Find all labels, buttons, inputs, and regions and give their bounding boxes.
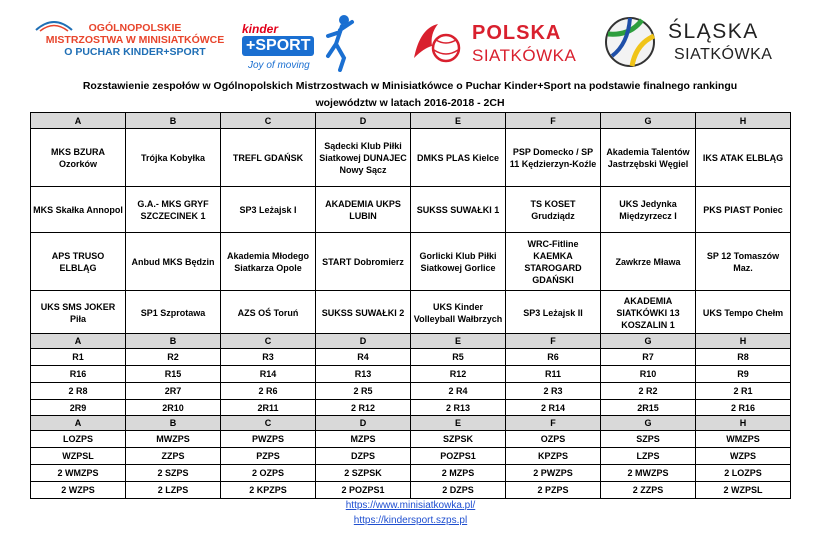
table-row [31,129,791,187]
association-cell: MZPS [316,431,411,448]
association-cell: 2 SZPSK [316,465,411,482]
minisiatkowka-link[interactable]: https://www.minisiatkowka.pl/ [345,500,476,511]
polska-siatkowka-logo [410,18,590,68]
team-cell: SP 12 Tomaszów Maz. [696,233,791,291]
team-cell: IKS ATAK ELBLĄG [696,129,791,187]
team-cell: PKS PIAST Poniec [696,187,791,233]
group-header: B [126,113,221,129]
ogol-line-3: O PUCHAR KINDER+SPORT [64,46,206,58]
kinder-sport-logo [232,8,362,74]
table-row [31,187,791,233]
ranking-header-row [31,334,791,349]
title-line-2: województw w latach 2016-2018 - 2CH [315,97,505,109]
table-row [31,465,791,482]
team-cell: SUKSS SUWAŁKI 1 [411,187,506,233]
team-cell: SP1 Szprotawa [126,291,221,336]
association-cell: 2 PWZPS [506,465,601,482]
table-row [31,482,791,499]
team-cell: WRC-Fitline KAEMKA STAROGARD GDAŃSKI [506,233,601,291]
team-cell: START Dobromierz [316,233,411,291]
group-header: C [221,113,316,129]
association-cell: OZPS [506,431,601,448]
team-cell: SUKSS SUWAŁKI 2 [316,291,411,336]
group-header: G [601,416,696,431]
table-row [31,291,791,336]
group-header: D [316,113,411,129]
group-header: D [316,334,411,349]
team-cell: UKS SMS JOKER Piła [31,291,126,336]
association-cell: 2 ZZPS [601,482,696,499]
rank-cell: 2 R13 [411,400,506,417]
slaska-siatkowka-logo [602,14,792,70]
association-cell: WMZPS [696,431,791,448]
kindersport-link[interactable]: https://kindersport.szps.pl [353,515,468,526]
team-cell: UKS Kinder Volleyball Wałbrzych [411,291,506,336]
team-cell: UKS Tempo Chełm [696,291,791,336]
group-header: D [316,416,411,431]
slaska-siatkowka-word: SIATKÓWKA [674,46,773,63]
team-cell: UKS Jedynka Międzyrzecz I [601,187,696,233]
slaska-word: ŚLĄSKA [668,20,759,43]
team-cell: Akademia Młodego Siatkarza Opole [221,233,316,291]
group-header: A [31,113,126,129]
rank-cell: R11 [506,366,601,383]
rank-cell: R4 [316,349,411,366]
rank-cell: 2 R8 [31,383,126,400]
team-cell: PSP Domecko / SP 11 Kędzierzyn-Koźle [506,129,601,187]
kinder-word: kinder [242,22,279,36]
rank-cell: 2 R16 [696,400,791,417]
group-header: B [126,334,221,349]
group-header: H [696,416,791,431]
kinder-tagline: Joy of moving [248,60,310,71]
team-cell: Zawkrze Mława [601,233,696,291]
table-row [31,400,791,417]
title-line-1: Rozstawienie zespołów w Ogólnopolskich Mistrzostwach w Minisiatkówce o Puchar Kinder+Sport na podstawie finalnego rankingu [82,80,738,92]
team-cell: Akademia Talentów Jastrzębski Węgiel [601,129,696,187]
association-cell: WZPSL [31,448,126,465]
rank-cell: R5 [411,349,506,366]
group-header: E [411,416,506,431]
rank-cell: R6 [506,349,601,366]
group-header: E [411,334,506,349]
footer-links [0,498,821,528]
rank-cell: R7 [601,349,696,366]
teams-table [30,112,791,336]
group-header: H [696,113,791,129]
group-header: A [31,334,126,349]
table-row [31,448,791,465]
association-cell: 2 LZPS [126,482,221,499]
team-cell: MKS Skałka Annopol [31,187,126,233]
athlete-icon [322,12,358,72]
association-cell: 2 DZPS [411,482,506,499]
association-cell: SZPS [601,431,696,448]
rank-cell: R13 [316,366,411,383]
rank-cell: 2 R6 [221,383,316,400]
associations-table [30,415,791,499]
ogol-line-1: OGÓLNOPOLSKIE [88,22,182,34]
team-cell: SP3 Leżajsk I [221,187,316,233]
association-cell: 2 WZPSL [696,482,791,499]
polska-word: POLSKA [472,22,562,44]
rank-cell: 2 R3 [506,383,601,400]
group-header: G [601,334,696,349]
group-header: E [411,113,506,129]
team-cell: AZS OŚ Toruń [221,291,316,336]
table-row [31,431,791,448]
association-cell: ZZPS [126,448,221,465]
rank-cell: 2R9 [31,400,126,417]
association-cell: PWZPS [221,431,316,448]
group-header: H [696,334,791,349]
group-header: F [506,416,601,431]
association-cell: LZPS [601,448,696,465]
rank-cell: R8 [696,349,791,366]
rank-cell: 2R15 [601,400,696,417]
group-header: B [126,416,221,431]
team-cell: G.A.- MKS GRYF SZCZECINEK 1 [126,187,221,233]
rank-cell: R2 [126,349,221,366]
rank-cell: R9 [696,366,791,383]
association-cell: 2 SZPS [126,465,221,482]
table-row [31,233,791,291]
association-cell: 2 POZPS1 [316,482,411,499]
group-header: F [506,334,601,349]
association-cell: POZPS1 [411,448,506,465]
rank-cell: R15 [126,366,221,383]
rank-cell: 2 R12 [316,400,411,417]
sport-word: +SPORT [242,36,314,56]
association-cell: 2 LOZPS [696,465,791,482]
rank-cell: R3 [221,349,316,366]
team-cell: SP3 Leżajsk II [506,291,601,336]
association-cell: 2 MZPS [411,465,506,482]
team-cell: Trójka Kobyłka [126,129,221,187]
group-header: C [221,334,316,349]
ranking-table [30,333,791,417]
rank-cell: R10 [601,366,696,383]
association-cell: 2 KPZPS [221,482,316,499]
rank-cell: 2 R1 [696,383,791,400]
association-cell: PZPS [221,448,316,465]
ogol-line-2: MISTRZOSTWA W MINISIATKÓWCE [45,34,225,46]
association-cell: SZPSK [411,431,506,448]
group-header: A [31,416,126,431]
rank-cell: R16 [31,366,126,383]
group-header: C [221,416,316,431]
team-cell: Gorlicki Klub Piłki Siatkowej Gorlice [411,233,506,291]
association-cell: MWZPS [126,431,221,448]
team-cell: TREFL GDAŃSK [221,129,316,187]
team-cell: MKS BZURA Ozorków [31,129,126,187]
rank-cell: 2 R14 [506,400,601,417]
rank-cell: 2R7 [126,383,221,400]
siatkowka-word: SIATKÓWKA [472,46,577,65]
association-cell: 2 MWZPS [601,465,696,482]
rank-cell: R14 [221,366,316,383]
logo-bar [0,0,821,78]
association-cell: 2 WMZPS [31,465,126,482]
association-cell: DZPS [316,448,411,465]
team-cell: APS TRUSO ELBLĄG [31,233,126,291]
ogolnopolskie-mistrzostwa-logo [30,18,230,70]
rank-cell: R1 [31,349,126,366]
associations-header-row [31,416,791,431]
team-cell: Sądecki Klub Piłki Siatkowej DUNAJEC Nowy Sącz [316,129,411,187]
table-row [31,383,791,400]
association-cell: 2 WZPS [31,482,126,499]
table-row [31,349,791,366]
association-cell: WZPS [696,448,791,465]
rank-cell: 2 R2 [601,383,696,400]
team-cell: Anbud MKS Będzin [126,233,221,291]
team-cell: AKADEMIA SIATKÓWKI 13 KOSZALIN 1 [601,291,696,336]
page-title [30,78,790,112]
eagle-icon [410,18,466,66]
volleyball-icon [602,14,658,70]
team-cell: AKADEMIA UKPS LUBIN [316,187,411,233]
team-cell: DMKS PLAS Kielce [411,129,506,187]
group-header: F [506,113,601,129]
rank-cell: R12 [411,366,506,383]
teams-header-row [31,113,791,129]
rank-cell: 2 R4 [411,383,506,400]
rank-cell: 2R11 [221,400,316,417]
association-cell: KPZPS [506,448,601,465]
rank-cell: 2 R5 [316,383,411,400]
association-cell: 2 PZPS [506,482,601,499]
group-header: G [601,113,696,129]
rank-cell: 2R10 [126,400,221,417]
association-cell: 2 OZPS [221,465,316,482]
association-cell: LOZPS [31,431,126,448]
table-row [31,366,791,383]
team-cell: TS KOSET Grudziądz [506,187,601,233]
